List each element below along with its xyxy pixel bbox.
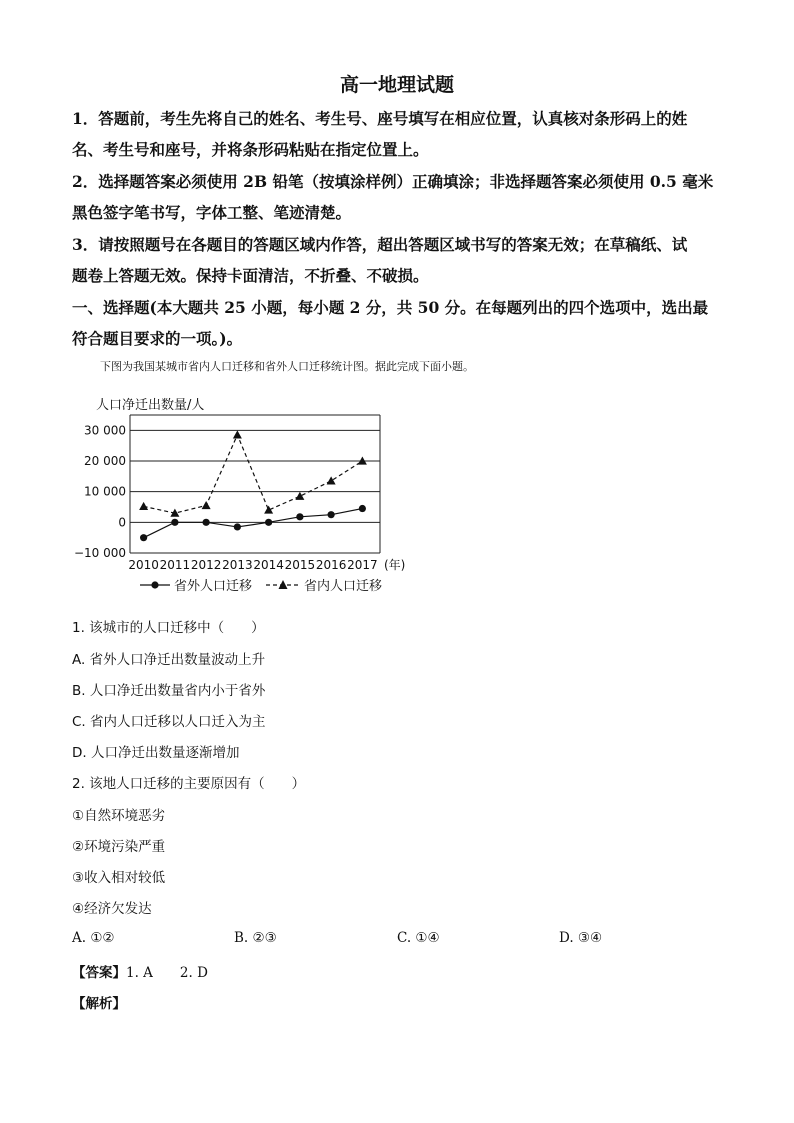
point-circle — [203, 519, 210, 526]
y-tick-label: 30 000 — [84, 423, 126, 438]
section-heading-line-1: 一、选择题(本大题共 25 小题，每小题 2 分，共 50 分。在每题列出的四个选项中，选出最 — [72, 298, 709, 317]
instruction-line-2: 名、考生号和座号，并将条形码粘贴在指定位置上。 — [72, 140, 429, 159]
point-circle — [171, 519, 178, 526]
x-tick-label: 2012 — [190, 558, 222, 572]
option-a: A. ①② — [72, 930, 115, 946]
question-2-item-2: ②环境污染严重 — [72, 839, 166, 855]
question-1-option-a: A. 省外人口净迁出数量波动上升 — [72, 652, 266, 668]
option-d: D. ③④ — [559, 930, 603, 946]
answer-text: 1. A 2. D — [126, 965, 208, 981]
legend-marker-1 — [151, 581, 158, 588]
point-circle — [265, 519, 272, 526]
point-circle — [359, 505, 366, 512]
question-2-item-1: ①自然环境恶劣 — [72, 808, 166, 824]
legend-label-1: 省外人口迁移 — [174, 579, 253, 594]
page-title: 高一地理试题 — [339, 74, 454, 96]
x-tick-label: 2016 — [315, 558, 347, 572]
x-tick-label: 2013 — [222, 558, 253, 572]
question-2-stem: 2. 该地人口迁移的主要原因有（ ） — [72, 776, 306, 792]
chart-svg — [73, 393, 458, 603]
point-circle — [234, 523, 241, 530]
y-tick-label: −10 000 — [73, 546, 126, 560]
section-heading-line-2: 符合题目要求的一项。)。 — [72, 329, 243, 348]
analysis-label: 【解析】 — [72, 996, 126, 1012]
question-1-stem: 1. 该城市的人口迁移中（ ） — [72, 620, 265, 636]
question-1-option-d: D. 人口净迁出数量逐渐增加 — [72, 745, 240, 761]
series-line-2 — [144, 435, 363, 513]
legend-label-2: 省内人口迁移 — [304, 579, 383, 594]
question-1-option-b: B. 人口净迁出数量省内小于省外 — [72, 683, 266, 699]
y-tick-label: 20 000 — [84, 454, 126, 468]
question-1-option-c: C. 省内人口迁移以人口迁入为主 — [72, 714, 266, 730]
question-2-item-3: ③收入相对较低 — [72, 870, 166, 886]
x-tick-label: 2011 — [159, 558, 191, 572]
point-circle — [140, 534, 147, 541]
point-triangle — [202, 501, 211, 509]
answer-line — [72, 961, 208, 981]
point-triangle — [295, 492, 304, 500]
instruction-line-3: 2．选择题答案必须使用 2B 铅笔（按填涂样例）正确填涂；非选择题答案必须使用 0.5 毫米 — [72, 172, 714, 191]
question-2-item-4: ④经济欠发达 — [72, 901, 152, 917]
instruction-line-6: 题卷上答题无效。保持卡面清洁，不折叠、不破损。 — [72, 266, 429, 285]
x-tick-label: 2015 — [284, 558, 316, 572]
y-tick-label: 0 — [118, 515, 126, 530]
question-2-options — [72, 930, 722, 950]
option-b: B. ②③ — [234, 930, 277, 946]
instruction-line-5: 3．请按照题号在各题目的答题区域内作答，超出答题区域书写的答案无效；在草稿纸、试 — [72, 235, 688, 254]
chart-intro: 下图为我国某城市省内人口迁移和省外人口迁移统计图。据此完成下面小题。 — [100, 360, 474, 373]
x-tick-label: 2017 — [347, 558, 378, 572]
option-c: C. ①④ — [397, 930, 440, 946]
legend-marker-2 — [279, 580, 288, 589]
x-tick-label: 2010 — [128, 558, 159, 572]
y-axis-label: 人口净迁出数量/人 — [96, 398, 205, 413]
migration-chart — [73, 393, 458, 603]
x-tick-label: 2014 — [253, 558, 284, 572]
x-axis-label: (年) — [384, 558, 406, 572]
point-triangle — [139, 502, 148, 510]
point-triangle — [233, 430, 242, 438]
point-circle — [296, 513, 303, 520]
point-triangle — [327, 476, 336, 484]
y-tick-label: 10 000 — [84, 484, 126, 499]
point-circle — [328, 511, 335, 518]
answer-label: 【答案】 — [72, 965, 126, 981]
instruction-line-4: 黑色签字笔书写，字体工整、笔迹清楚。 — [72, 203, 352, 222]
instruction-line-1: 1．答题前，考生先将自己的姓名、考生号、座号填写在相应位置，认真核对条形码上的姓 — [72, 109, 688, 128]
point-triangle — [264, 506, 273, 514]
